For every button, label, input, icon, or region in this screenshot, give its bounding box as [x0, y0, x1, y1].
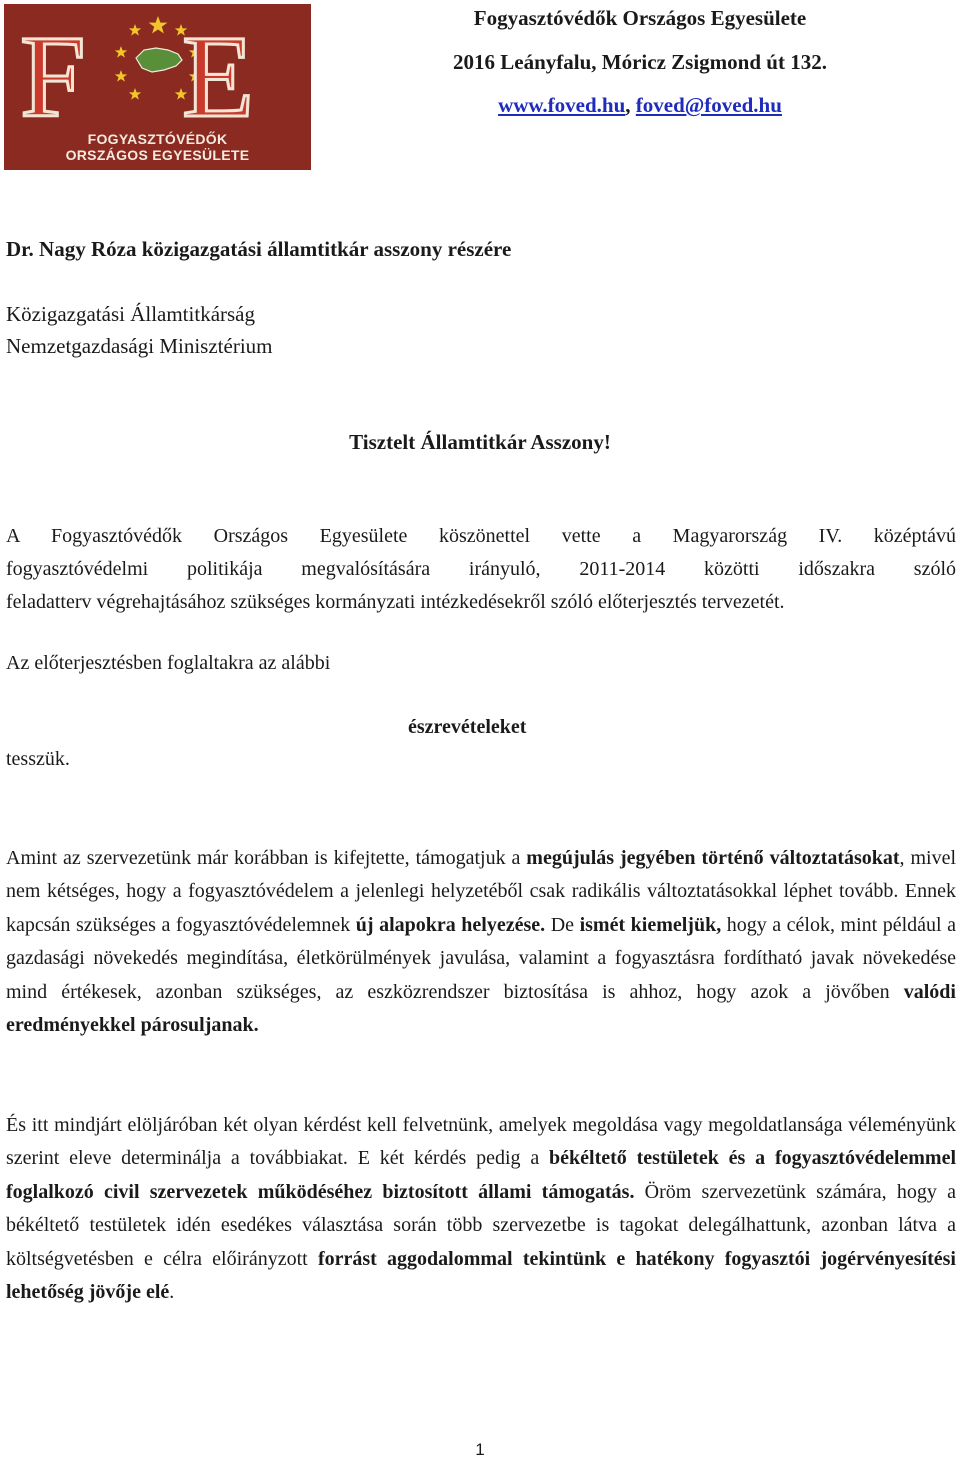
para2-text-2: Öröm szervezetünk számára, hogy a békéltető testületek idén esedékes választása során több szervezetbe is tagokat delegálhattunk, azonban látva a költségvetésben e célra előirányzott [6, 1180, 956, 1270]
logo-letter-f: F [20, 11, 86, 142]
salutation: Tisztelt Államtitkár Asszony! [349, 430, 611, 454]
para2-bold-2: forrást aggodalommal tekintünk e hatékony fogyasztói jogérvényesítési lehetőség jövője elé [6, 1247, 956, 1304]
para1-bold-1: megújulás jegyében történő változtatásokat [526, 847, 900, 869]
organization-name: Fogyasztóvédők Országos Egyesülete [473, 6, 807, 30]
para2-text-1: És itt mindjárt elöljáróban két olyan kérdést kell felvetnünk, amelyek megoldása vagy megoldatlansága véleményünk szerint eleve determinálja a továbbiakat. E két kérdés pedig a [6, 1114, 956, 1170]
intro-line-1: A Fogyasztóvédők Országos Egyesülete köszönettel vette a Magyarország IV. középtávú [6, 525, 956, 547]
email-link[interactable]: foved@foved.hu [635, 93, 782, 117]
para2-bold-1: békéltető testületek és a fogyasztóvédelemmel foglalkozó civil szervezetek működéséhez biztosított állami támogatás. [6, 1147, 957, 1203]
intro-line-3: feladatterv végrehajtásához szükséges kormányzati intézkedésekről szóló előterjesztés tervezetét. [6, 591, 785, 613]
contact-separator: , [625, 93, 636, 117]
organization-logo [4, 4, 311, 170]
remarks-tail: tesszük. [6, 748, 70, 770]
para1-text-3: De [545, 913, 580, 936]
addressee-name: Dr. Nagy Róza közigazgatási államtitkár asszony részére [6, 237, 512, 261]
website-link[interactable]: www.foved.hu [498, 93, 626, 117]
para1-text-4: hogy a célok, mint például a gazdasági növekedés megindítása, életkörülmények javulása, valamint a fogyasztásra fordítható javak növekedése mind értékesek, azonban szükséges, az eszközrendszer biztosítása is ahhoz, hogy azok a jövőben [6, 913, 957, 1003]
contact-line [320, 93, 960, 118]
addressee-ministry: Nemzetgazdasági Minisztérium [6, 334, 273, 358]
addressee-office: Közigazgatási Államtitkárság [6, 302, 255, 326]
logo-caption-line2: ORSZÁGOS EGYESÜLETE [65, 147, 250, 163]
para1-text-1: Amint az szervezetünk már korábban is kifejtette, támogatjuk a [6, 847, 527, 869]
para1-bold-2: új alapokra helyezése. [355, 913, 546, 936]
remarks-keyword: észrevételeket [408, 716, 527, 738]
page-number: 1 [475, 1440, 485, 1459]
paragraph-two-questions [6, 1109, 956, 1309]
logo-caption-line1: FOGYASZTÓVÉDŐK [87, 131, 228, 147]
intro-line-2: fogyasztóvédelmi politikája megvalósítására irányuló, 2011-2014 közötti időszakra szóló [6, 558, 956, 580]
remarks-lead: Az előterjesztésben foglaltakra az alábbi [6, 652, 331, 674]
paragraph-reform [6, 842, 956, 1042]
para2-text-3: . [169, 1281, 175, 1304]
hungary-map-icon [136, 48, 182, 72]
para1-bold-4: valódi eredményekkel párosuljanak. [6, 980, 956, 1037]
para1-text-2: , mivel nem kétséges, hogy a fogyasztóvédelem a jelenlegi helyzetéből csak radikális változtatásokkal léphet tovább. Ennek kapcsán szükséges a fogyasztóvédelemnek [6, 847, 957, 936]
organization-address: 2016 Leányfalu, Móricz Zsigmond út 132. [453, 50, 827, 74]
para1-bold-3: ismét kiemeljük, [579, 913, 722, 936]
logo-letter-e: E [182, 11, 255, 142]
